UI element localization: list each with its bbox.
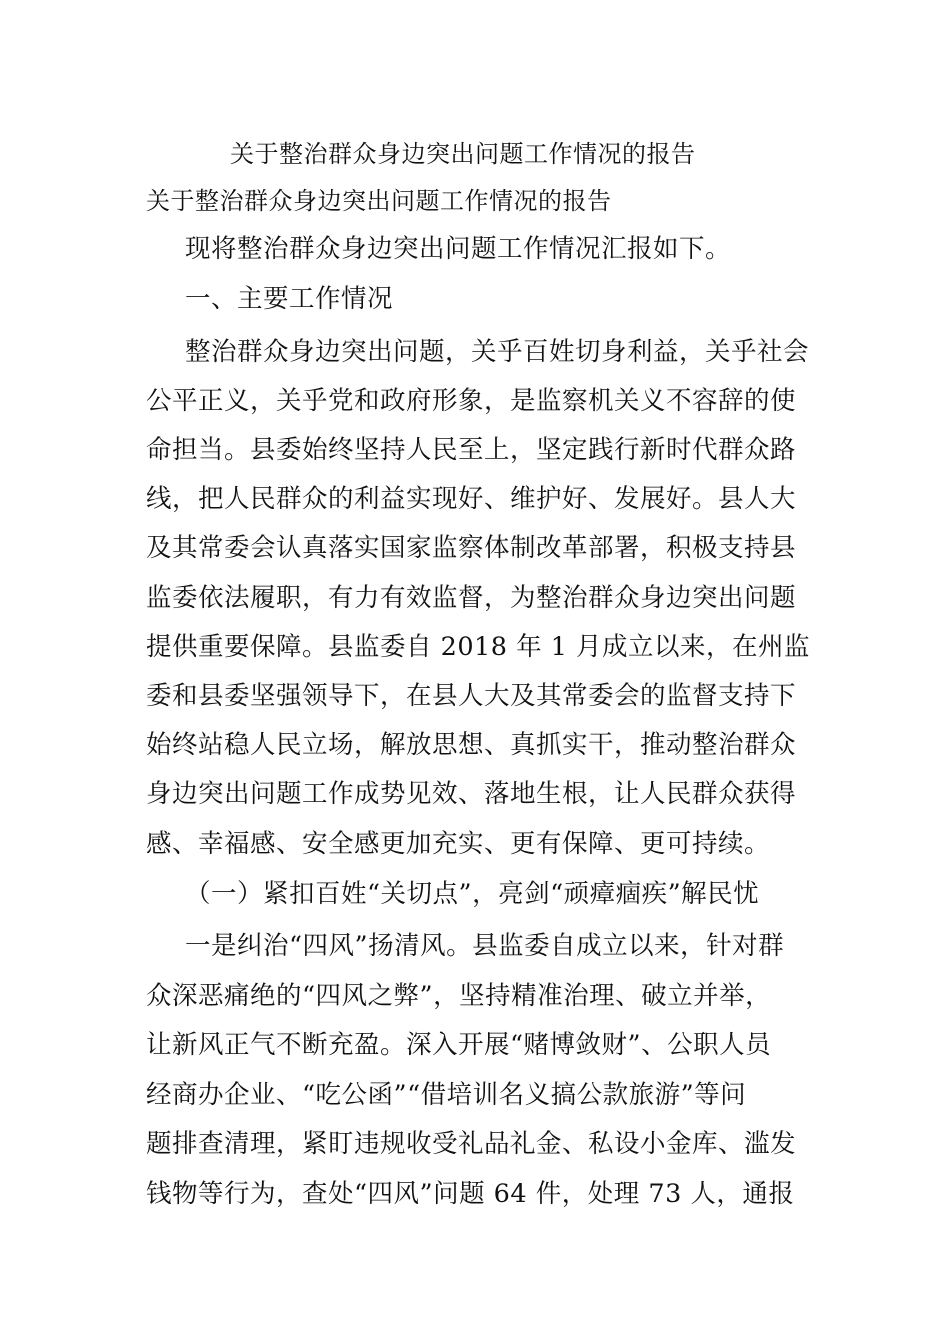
subsection-1-heading: （一）紧扣百姓“关切点”，亮剑“顽瘴痼疾”解民忧 — [185, 879, 760, 909]
paragraph-1-line: 委和县委坚强领导下，在县人大及其常委会的监督支持下 — [146, 681, 797, 711]
paragraph-2-line: 让新风正气不断充盈。深入开展“赌博敛财”、公职人员 — [146, 1030, 772, 1060]
document-title: 关于整治群众身边突出问题工作情况的报告 — [230, 140, 696, 168]
section-1-heading: 一、主要工作情况 — [185, 284, 394, 314]
paragraph-1-line: 始终站稳人民立场，解放思想、真抓实干，推动整治群众 — [146, 730, 797, 760]
paragraph-1-line: 及其常委会认真落实国家监察体制改革部署，积极支持县 — [146, 533, 797, 563]
intro-paragraph: 现将整治群众身边突出问题工作情况汇报如下。 — [185, 234, 732, 264]
paragraph-2-line: 众深恶痛绝的“四风之弊”，坚持精准治理、破立并举， — [146, 981, 772, 1011]
paragraph-1-line: 提供重要保障。县监委自 2018 年 1 月成立以来，在州监 — [146, 632, 811, 662]
paragraph-1-line: 感、幸福感、安全感更加充实、更有保障、更可持续。 — [146, 829, 771, 859]
paragraph-2-line: 题排查清理，紧盯违规收受礼品礼金、私设小金库、滥发 — [146, 1129, 797, 1159]
paragraph-1-line: 身边突出问题工作成势见效、落地生根，让人民群众获得 — [146, 779, 797, 809]
document-subtitle: 关于整治群众身边突出问题工作情况的报告 — [146, 187, 612, 215]
paragraph-1-line: 整治群众身边突出问题，关乎百姓切身利益，关乎社会 — [185, 337, 810, 367]
paragraph-1-line: 线，把人民群众的利益实现好、维护好、发展好。县人大 — [146, 484, 797, 514]
paragraph-2-line: 一是纠治“四风”扬清风。县监委自成立以来，针对群 — [185, 931, 785, 961]
paragraph-1-line: 命担当。县委始终坚持人民至上，坚定践行新时代群众路 — [146, 435, 797, 465]
paragraph-2-line: 钱物等行为，查处“四风”问题 64 件，处理 73 人，通报 — [146, 1179, 795, 1209]
paragraph-1-line: 公平正义，关乎党和政府形象，是监察机关义不容辞的使 — [146, 386, 797, 416]
paragraph-2-line: 经商办企业、“吃公函”“借培训名义搞公款旅游”等问 — [146, 1080, 747, 1110]
paragraph-1-line: 监委依法履职，有力有效监督，为整治群众身边突出问题 — [146, 583, 797, 613]
